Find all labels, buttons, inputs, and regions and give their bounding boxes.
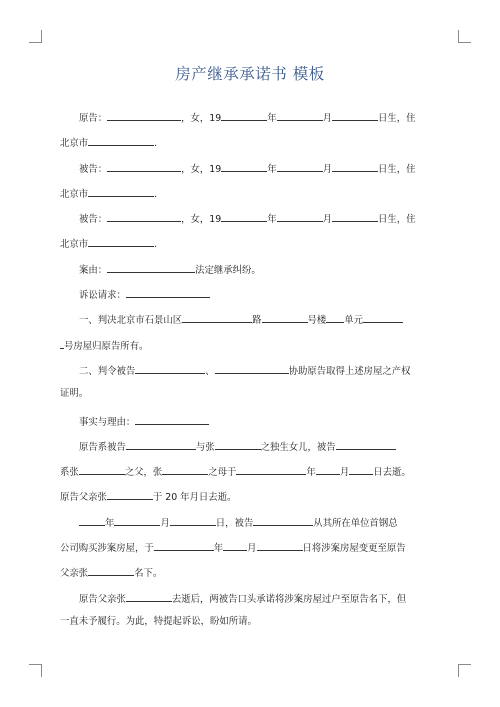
- document-line: [60, 439, 438, 451]
- fill-blank: [236, 464, 306, 475]
- line-text: 二、判令被告: [79, 365, 136, 377]
- line-text: 之父，张: [124, 467, 163, 479]
- fill-blank: [257, 540, 303, 551]
- line-text: 北京市: [60, 188, 89, 200]
- line-text: 诉讼请求：: [79, 290, 126, 302]
- line-text: 号房屋归原告所有。: [64, 340, 149, 352]
- line-text: 年: [105, 517, 115, 529]
- fill-blank: [135, 363, 205, 374]
- line-text: 日生，住: [377, 113, 416, 124]
- document-body: [60, 110, 438, 641]
- document-title: 房产继承承诺书 模板: [175, 65, 325, 83]
- fill-blank: [221, 161, 267, 172]
- line-text: 月: [322, 163, 332, 175]
- line-text: 一、判决北京市石景山区: [79, 315, 183, 327]
- line-text: 事实与理由：: [79, 416, 136, 428]
- fill-blank: [79, 464, 125, 475]
- fill-blank: [170, 515, 216, 526]
- document-line: [60, 110, 438, 122]
- document-line: [60, 489, 438, 504]
- document-line: [60, 236, 438, 251]
- line-text: ，女，19: [181, 163, 222, 175]
- fill-blank: [107, 489, 153, 500]
- document-line: [60, 565, 438, 580]
- line-text: 月: [160, 517, 170, 529]
- line-text: 原告系被告: [79, 441, 126, 453]
- fill-blank: [326, 312, 344, 323]
- document-line: [60, 414, 438, 426]
- fill-blank: [107, 110, 181, 121]
- line-text: 日生，住: [377, 163, 416, 175]
- line-text: 被告：: [79, 163, 108, 175]
- document-line: [60, 540, 438, 555]
- fill-blank: [262, 312, 308, 323]
- document-line: [60, 515, 438, 527]
- line-text: 原告父亲张: [79, 593, 126, 605]
- line-text: 、: [205, 365, 215, 377]
- crop-mark-top-left: [29, 30, 42, 43]
- line-text: 原告父亲张: [60, 492, 107, 504]
- fill-blank: [88, 186, 154, 197]
- line-text: 原告：: [79, 113, 108, 124]
- fill-blank: [88, 135, 154, 146]
- document-line: [60, 161, 438, 173]
- line-text: 名下。: [134, 568, 163, 580]
- fill-blank: [88, 236, 154, 247]
- document-line: [60, 135, 438, 150]
- fill-blank: [126, 439, 196, 450]
- document-line: [60, 591, 438, 603]
- line-text: .: [154, 188, 158, 200]
- document-line: [60, 363, 438, 375]
- line-text: 月: [322, 113, 332, 124]
- line-text: 被告：: [79, 214, 108, 226]
- fill-blank: [277, 110, 323, 121]
- line-text: .: [154, 239, 158, 251]
- fill-blank: [126, 591, 172, 602]
- fill-blank: [332, 161, 378, 172]
- line-text: 日将涉案房屋变更至原告: [302, 543, 406, 555]
- fill-blank: [277, 211, 323, 222]
- line-text: 月: [322, 214, 332, 226]
- line-text: 之母于: [208, 467, 237, 479]
- fill-blank: [363, 312, 403, 323]
- fill-blank: [182, 312, 252, 323]
- line-text: ，女，19: [181, 214, 222, 226]
- line-text: 月: [339, 467, 350, 479]
- line-text: 路: [252, 315, 262, 327]
- fill-blank: [349, 464, 373, 475]
- document-line: [60, 211, 438, 226]
- line-text: 之独生女儿，被告: [260, 441, 336, 453]
- line-text: 月: [247, 543, 257, 555]
- line-text: 父亲张: [60, 568, 89, 580]
- line-text: 于 20 年月日去逝。: [152, 492, 237, 504]
- line-text: 协助原告取得上述房屋之产权: [288, 365, 411, 377]
- line-text: 年: [306, 467, 316, 479]
- line-text: 单元: [344, 315, 364, 327]
- line-text: 日去逝。: [373, 467, 411, 479]
- fill-blank: [221, 110, 267, 121]
- document-line: [60, 464, 438, 479]
- document-line: [60, 262, 438, 274]
- document-line: [60, 388, 438, 400]
- line-text: 年: [213, 543, 224, 555]
- fill-blank: [332, 211, 378, 222]
- line-text: 北京市: [60, 138, 89, 150]
- document-line: [60, 338, 438, 350]
- document-line: [60, 186, 438, 198]
- line-text: 证明。: [60, 388, 89, 400]
- line-text: 日生，住: [377, 214, 416, 226]
- fill-blank: [107, 211, 181, 222]
- line-text: 年: [267, 214, 277, 226]
- line-text: 年: [267, 113, 277, 124]
- crop-mark-bottom-left: [29, 664, 42, 677]
- line-text: 公司购买涉案房屋，于: [60, 543, 154, 555]
- fill-blank: [277, 161, 323, 172]
- line-text: 年: [267, 163, 277, 175]
- fill-blank: [215, 439, 261, 450]
- fill-blank: [162, 464, 208, 475]
- line-text: 法定继承纠纷。: [195, 264, 261, 276]
- fill-blank: [107, 262, 195, 273]
- line-text: 日，被告: [215, 517, 254, 529]
- document-line: [60, 616, 438, 628]
- fill-blank: [332, 110, 378, 121]
- line-text: .: [154, 138, 158, 150]
- fill-blank: [215, 363, 289, 374]
- fill-blank: [126, 287, 210, 298]
- line-text: 案由：: [79, 264, 108, 276]
- document-line: [60, 287, 438, 302]
- fill-blank: [154, 540, 214, 551]
- fill-blank: [114, 515, 160, 526]
- line-text: 北京市: [60, 239, 89, 251]
- fill-blank: [221, 211, 267, 222]
- line-text: ，女，19: [181, 113, 222, 124]
- document-line: [60, 312, 438, 327]
- fill-blank: [135, 414, 209, 425]
- fill-blank: [336, 439, 396, 450]
- fill-blank: [107, 161, 181, 172]
- fill-blank: [79, 515, 105, 526]
- line-text: 一直未予履行。为此，特提起诉讼，盼如所请。: [60, 615, 257, 627]
- fill-blank: [253, 515, 313, 526]
- line-text: 从其所在单位首钢总: [313, 517, 398, 529]
- line-text: 号楼: [307, 315, 327, 327]
- crop-mark-bottom-right: [458, 664, 471, 677]
- fill-blank: [223, 540, 247, 551]
- line-text: 与张: [195, 441, 215, 453]
- line-text: 系张: [60, 467, 79, 479]
- fill-blank: [316, 464, 340, 475]
- crop-mark-top-right: [458, 30, 471, 43]
- line-text: 去逝后，两被告口头承诺将涉案房屋过户至原告名下，但: [171, 593, 407, 605]
- fill-blank: [88, 565, 134, 576]
